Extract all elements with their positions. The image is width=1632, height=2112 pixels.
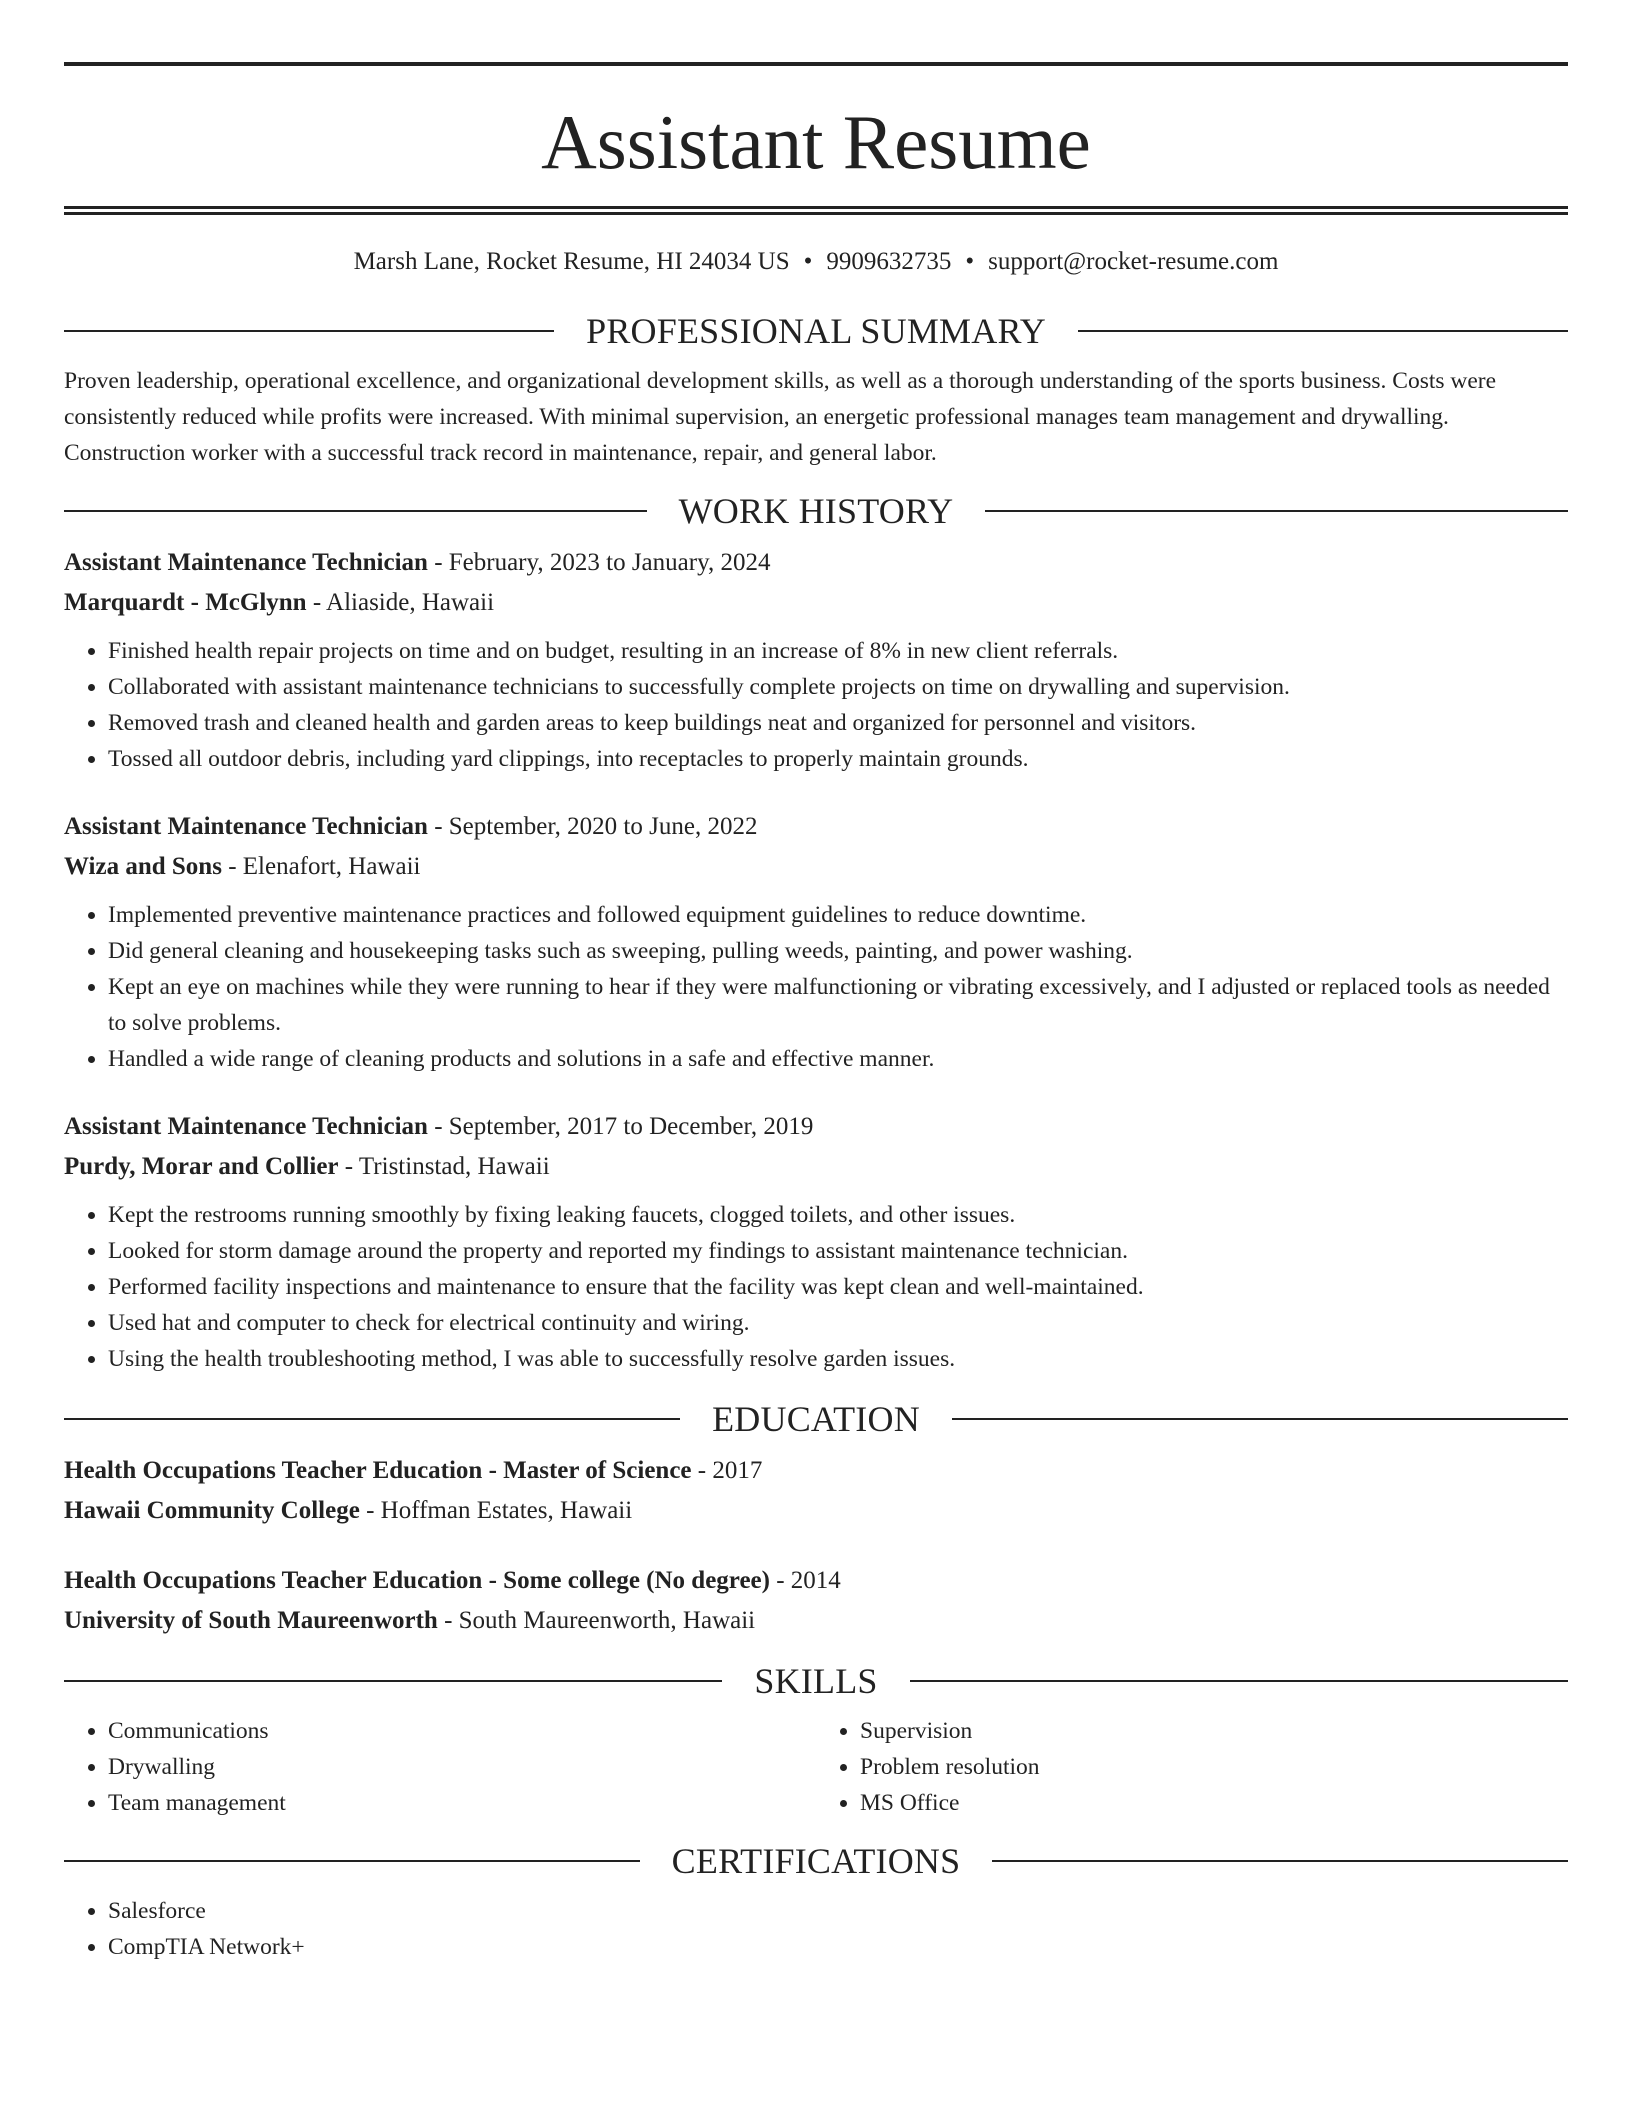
list-item: • Tossed all outdoor debris, including yard clippings, into receptacles to properly maintain grounds. xyxy=(108,741,1568,777)
section-rule xyxy=(64,510,647,512)
education-location: - South Maureenworth, Hawaii xyxy=(437,1607,756,1634)
certifications-items xyxy=(64,1893,1568,1965)
list-item: • MS Office xyxy=(860,1785,1568,1821)
section-title: EDUCATION xyxy=(712,1399,920,1439)
list-item: • Kept an eye on machines while they were running to hear if they were malfunctioning or vibrating excessively, and I adjusted or replaced tools as needed to solve problems. xyxy=(108,969,1568,1041)
list-item: • Used hat and computer to check for electrical continuity and wiring. xyxy=(108,1305,1568,1341)
list-item: • Performed facility inspections and maintenance to ensure that the facility was kept clean and well-maintained. xyxy=(108,1269,1568,1305)
list-item: • Team management xyxy=(108,1785,816,1821)
section-title: CERTIFICATIONS xyxy=(671,1841,961,1881)
summary-text: Proven leadership, operational excellence, and organizational development skills, as well as a thorough understanding of the sports business. Costs were consistently reduced while profits were increased. With minimal supervision, an energetic professional manages team management and drywalling. Construction worker with a successful track record in maintenance, repair, and general labor. xyxy=(64,368,1497,466)
job-location: - Aliaside, Hawaii xyxy=(306,589,495,616)
job-company: Wiza and Sons xyxy=(64,853,222,880)
education-year: - 2017 xyxy=(691,1457,763,1484)
section-rule xyxy=(64,1418,680,1420)
list-item: • Kept the restrooms running smoothly by fixing leaking faucets, clogged toilets, and other issues. xyxy=(108,1197,1568,1233)
list-item: • Using the health troubleshooting method, I was able to successfully resolve garden issues. xyxy=(108,1341,1568,1377)
list-item: • Salesforce xyxy=(108,1893,1568,1929)
section-title: WORK HISTORY xyxy=(678,491,954,531)
section-rule xyxy=(64,330,554,332)
section-header-skills xyxy=(64,1663,1568,1699)
job-entry xyxy=(64,1107,1568,1377)
list-item: • Handled a wide range of cleaning products and solutions in a safe and effective manner. xyxy=(108,1041,1568,1077)
contact-separator: • xyxy=(803,248,813,275)
education-school: University of South Maureenworth xyxy=(64,1607,438,1634)
job-company-line xyxy=(64,847,1568,887)
section-rule xyxy=(985,510,1568,512)
list-item: • Removed trash and cleaned health and garden areas to keep buildings neat and organized for personnel and visitors. xyxy=(108,705,1568,741)
skills-column-right xyxy=(816,1713,1568,1821)
job-title-line xyxy=(64,543,1568,583)
list-item: • Finished health repair projects on time and on budget, resulting in an increase of 8% in new client referrals. xyxy=(108,633,1568,669)
job-bullets xyxy=(64,1197,1568,1377)
job-title: Assistant Maintenance Technician xyxy=(64,549,428,576)
education-entry xyxy=(64,1451,1568,1531)
job-title-line xyxy=(64,1107,1568,1147)
certifications-list xyxy=(64,1893,1568,1965)
section-title: PROFESSIONAL SUMMARY xyxy=(586,311,1046,351)
list-item: • Looked for storm damage around the property and reported my findings to assistant maintenance technician. xyxy=(108,1233,1568,1269)
education-degree: Health Occupations Teacher Education - Master of Science xyxy=(64,1457,692,1484)
job-entry xyxy=(64,543,1568,777)
title-double-rule xyxy=(64,206,1568,215)
education-year: - 2014 xyxy=(769,1567,841,1594)
education-degree-line xyxy=(64,1561,1568,1601)
skills-column-left xyxy=(64,1713,816,1821)
list-item: • Supervision xyxy=(860,1713,1568,1749)
education-location: - Hoffman Estates, Hawaii xyxy=(359,1497,633,1524)
education-school-line xyxy=(64,1491,1568,1531)
resume-title: Assistant Resume xyxy=(541,99,1091,185)
education-school: Hawaii Community College xyxy=(64,1497,360,1524)
section-rule xyxy=(64,1680,722,1682)
job-bullets xyxy=(64,897,1568,1077)
job-entry xyxy=(64,807,1568,1077)
section-rule xyxy=(64,1860,640,1862)
job-company-line xyxy=(64,583,1568,623)
list-item: • Drywalling xyxy=(108,1749,816,1785)
resume-page xyxy=(64,62,1568,1965)
job-dates: - September, 2020 to June, 2022 xyxy=(427,813,758,840)
job-company: Purdy, Morar and Collier xyxy=(64,1153,339,1180)
contact-separator: • xyxy=(965,248,975,275)
job-company: Marquardt - McGlynn xyxy=(64,589,307,616)
job-company-line xyxy=(64,1147,1568,1187)
skills-list xyxy=(64,1713,1568,1821)
list-item: • Did general cleaning and housekeeping tasks such as sweeping, pulling weeds, painting, and power washing. xyxy=(108,933,1568,969)
contact-phone: 9909632735 xyxy=(826,248,952,275)
education-school-line xyxy=(64,1601,1568,1641)
job-dates: - September, 2017 to December, 2019 xyxy=(427,1113,814,1140)
list-item: • Problem resolution xyxy=(860,1749,1568,1785)
section-header-education xyxy=(64,1401,1568,1437)
section-header-certifications xyxy=(64,1843,1568,1879)
education-entry xyxy=(64,1561,1568,1641)
section-rule xyxy=(952,1418,1568,1420)
list-item: • CompTIA Network+ xyxy=(108,1929,1568,1965)
section-title: SKILLS xyxy=(754,1661,878,1701)
job-title: Assistant Maintenance Technician xyxy=(64,1113,428,1140)
job-title: Assistant Maintenance Technician xyxy=(64,813,428,840)
education-degree-line xyxy=(64,1451,1568,1491)
contact-address: Marsh Lane, Rocket Resume, HI 24034 US xyxy=(353,248,790,275)
section-rule xyxy=(1078,330,1568,332)
job-dates: - February, 2023 to January, 2024 xyxy=(427,549,771,576)
education-degree: Health Occupations Teacher Education - Some college (No degree) xyxy=(64,1567,770,1594)
list-item: • Communications xyxy=(108,1713,816,1749)
list-item: • Collaborated with assistant maintenance technicians to successfully complete projects on time on drywalling and supervision. xyxy=(108,669,1568,705)
job-bullets xyxy=(64,633,1568,777)
section-rule xyxy=(992,1860,1568,1862)
job-location: - Tristinstad, Hawaii xyxy=(338,1153,550,1180)
list-item: • Implemented preventive maintenance practices and followed equipment guidelines to reduce downtime. xyxy=(108,897,1568,933)
section-header-summary xyxy=(64,313,1568,349)
section-header-work xyxy=(64,493,1568,529)
top-rule xyxy=(64,62,1568,66)
job-title-line xyxy=(64,807,1568,847)
job-location: - Elenafort, Hawaii xyxy=(221,853,421,880)
section-rule xyxy=(910,1680,1568,1682)
contact-email: support@rocket-resume.com xyxy=(988,248,1279,275)
contact-line xyxy=(64,247,1568,277)
